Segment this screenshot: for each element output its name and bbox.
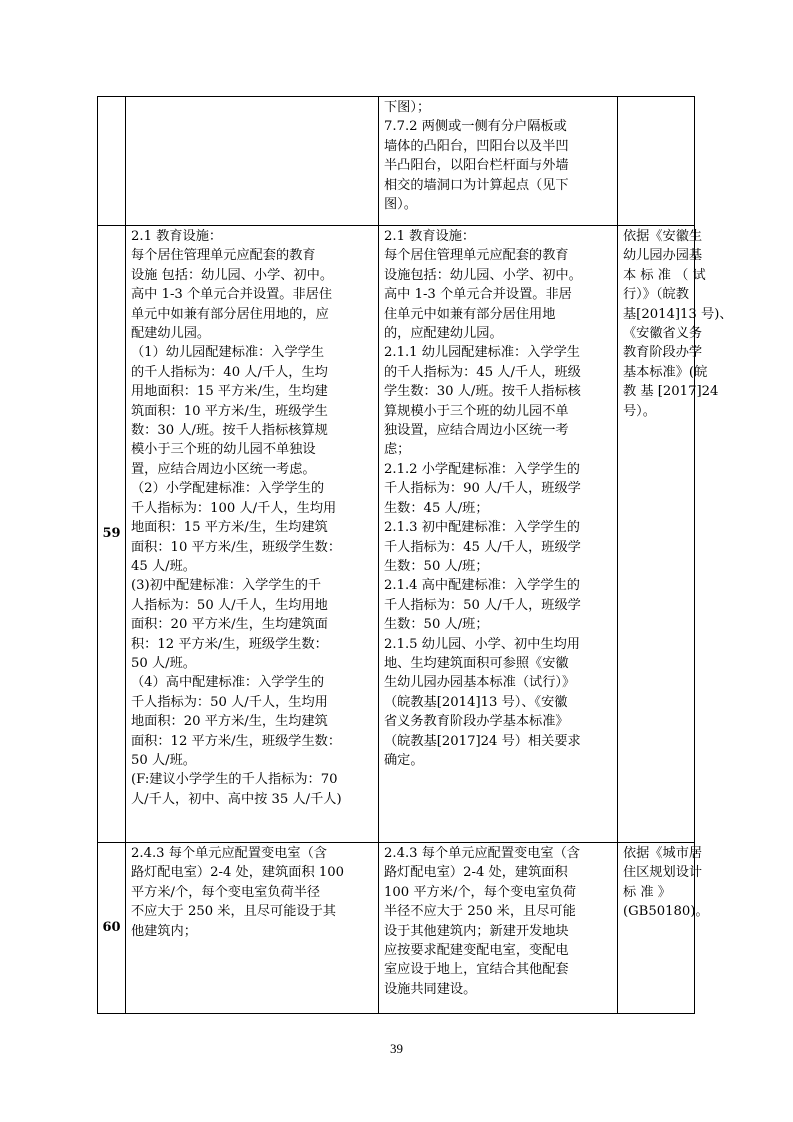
- text-line: 2.1.4 高中配建标准：入学学生的: [384, 578, 580, 594]
- text-line: 设于其他建筑内；新建开发地块: [384, 923, 569, 939]
- text-line: 筑面积：10 平方米/生，班级学生: [131, 403, 328, 419]
- text-line: 的千人指标为：45 人/千人，班级: [384, 364, 581, 380]
- text-line: （皖教基[2014]13 号）、《安徽: [384, 694, 568, 710]
- table-row: [98, 226, 695, 843]
- current-provision-cell: [126, 843, 379, 1014]
- text-line: 墙体的凸阳台，凹阳台以及半凹: [384, 138, 569, 154]
- text-line: 独设置，应结合周边小区统一考: [384, 423, 569, 439]
- text-line: 生数：45 人/班；: [384, 500, 489, 516]
- text-line: 单元中如兼有部分居住用地的，应: [131, 306, 329, 322]
- text-line: 确定。: [384, 752, 424, 768]
- text-line: 50 人/班。: [131, 655, 196, 671]
- text-line: 的，应配建幼儿园。: [384, 326, 503, 342]
- text-line: 不应大于 250 米，且尽可能设于其: [131, 904, 336, 920]
- table-row: [98, 97, 695, 226]
- text-line: 人/千人，初中、高中按 35 人/千人): [131, 791, 342, 807]
- text-line: 基[2014]13 号)、: [623, 306, 733, 322]
- text-line: 生幼儿园办园基本标准（试行）》: [384, 675, 576, 691]
- text-line: 《安徽省义务: [623, 326, 703, 342]
- revised-provision-cell: [379, 843, 618, 1014]
- text-line: 地面积：20 平方米/生，生均建筑: [131, 714, 328, 730]
- text-line: 标 准 》: [623, 884, 671, 900]
- revised-provision-cell: [379, 226, 618, 843]
- text-line: 模小于三个班的幼儿园不单独设: [131, 442, 316, 458]
- revised-provision-cell: [379, 97, 618, 226]
- regulation-comparison-table: [97, 96, 733, 1014]
- text-line: 2.1.3 初中配建标准：入学学生的: [384, 520, 580, 536]
- revision-basis-cell: [618, 226, 733, 843]
- text-line: 相交的墙洞口为计算起点（见下: [384, 177, 569, 193]
- revision-basis-cell: [618, 843, 709, 1014]
- text-line: 住区规划设计: [623, 865, 703, 881]
- text-line: 2.4.3 每个单元应配置变电室（含: [131, 846, 327, 861]
- text-line: 设施 包括：幼儿园、小学、初中。: [131, 267, 334, 283]
- text-line: (F:建议小学学生的千人指标为：70: [131, 772, 338, 788]
- text-line: 高中 1-3 个单元合并设置。非居: [384, 287, 572, 303]
- text-line: 用地面积：15 平方米/生，生均建: [131, 384, 328, 400]
- current-provision-cell: [126, 97, 379, 226]
- text-line: 室应设于地上，宜结合其他配套: [384, 962, 569, 978]
- text-line: 千人指标为：100 人/千人，生均用: [131, 500, 337, 516]
- text-line: 行）》（皖教: [623, 287, 689, 303]
- text-line: 千人指标为：50 人/千人，生均用: [131, 694, 328, 710]
- text-line: 设施共同建设。: [384, 981, 477, 997]
- text-line: 半凸阳台，以阳台栏杆面与外墙: [384, 158, 569, 174]
- text-line: 人指标为：50 人/千人，生均用地: [131, 597, 328, 613]
- text-line: 幼儿园办园基: [623, 248, 703, 264]
- text-line: 2.4.3 每个单元应配置变电室（含: [384, 846, 580, 861]
- text-line: 每个居住管理单元应配套的教育: [384, 248, 569, 264]
- text-line: 数：30 人/班。按千人指标核算规: [131, 423, 328, 439]
- text-line: 2.1.2 小学配建标准：入学学生的: [384, 461, 580, 477]
- text-line: 教 基 [2017]24: [623, 384, 719, 400]
- text-line: 生数：50 人/班；: [384, 558, 489, 574]
- current-provision-cell: [126, 226, 379, 843]
- text-line: 45 人/班。: [131, 558, 196, 574]
- text-line: 千人指标为：90 人/千人，班级学: [384, 481, 581, 497]
- table-row: [98, 843, 695, 1014]
- text-line: 的千人指标为：40 人/千人，生均: [131, 364, 328, 380]
- text-line: 面积：20 平方米/生，生均建筑面: [131, 617, 328, 633]
- text-line: 千人指标为：50 人/千人，班级学: [384, 597, 581, 613]
- text-line: 地、生均建筑面积可参照《安徽: [384, 655, 569, 671]
- text-line: （皖教基[2017]24 号）相关要求: [384, 733, 581, 749]
- text-line: 面积：10 平方米/生，班级学生数：: [131, 539, 342, 555]
- text-line: （1）幼儿园配建标准：入学学生: [131, 345, 325, 361]
- text-line: 学生数：30 人/班。按千人指标核: [384, 384, 581, 400]
- row-number-cell: 60: [98, 843, 126, 1014]
- text-line: 下图）；: [384, 100, 431, 115]
- revision-basis-cell: [618, 97, 695, 226]
- text-line: 半径不应大于 250 米，且尽可能: [384, 904, 576, 920]
- text-line: 住单元中如兼有部分居住用地: [384, 306, 556, 322]
- text-line: 设施包括：幼儿园、小学、初中。: [384, 267, 582, 283]
- text-line: 50 人/班。: [131, 752, 196, 768]
- text-line: 高中 1-3 个单元合并设置。非居住: [131, 287, 333, 303]
- text-line: 他建筑内；: [131, 923, 197, 939]
- row-number-cell: 59: [98, 226, 126, 843]
- text-line: 省义务教育阶段办学基本标准》: [384, 714, 569, 730]
- page-number: 39: [390, 1041, 403, 1056]
- text-line: 地面积：15 平方米/生，生均建筑: [131, 520, 328, 536]
- text-line: 本 标 准 （ 试: [623, 267, 706, 283]
- text-line: (GB50180)。: [623, 904, 709, 920]
- text-line: 号）。: [623, 403, 656, 419]
- text-line: 平方米/个，每个变电室负荷半径: [131, 884, 321, 900]
- text-line: 虑；: [384, 442, 411, 458]
- text-line: 依据《安徽生: [623, 229, 703, 244]
- text-line: 100 平方米/个，每个变电室负荷: [384, 884, 577, 900]
- text-line: 7.7.2 两侧或一侧有分户隔板或: [384, 119, 567, 135]
- text-line: 面积：12 平方米/生，班级学生数：: [131, 733, 342, 749]
- text-line: 配建幼儿园。: [131, 326, 211, 342]
- text-line: 路灯配电室）2-4 处，建筑面积 100: [131, 865, 345, 881]
- text-line: 每个居住管理单元应配套的教育: [131, 248, 316, 264]
- text-line: 生数：50 人/班；: [384, 617, 489, 633]
- text-line: 2.1.5 幼儿园、小学、初中生均用: [384, 636, 580, 652]
- text-line: （4）高中配建标准：入学学生的: [131, 675, 325, 691]
- text-line: 基本标准》(皖: [623, 364, 708, 380]
- text-line: 图）。: [384, 197, 417, 213]
- text-line: 依据《城市居: [623, 846, 703, 861]
- text-line: 2.1.1 幼儿园配建标准：入学学生: [384, 345, 580, 361]
- text-line: (3)初中配建标准：入学学生的千: [131, 578, 322, 594]
- text-line: 千人指标为：45 人/千人，班级学: [384, 539, 581, 555]
- row-number-cell: [98, 97, 126, 226]
- text-line: 教育阶段办学: [623, 345, 703, 361]
- text-line: 应按要求配建变配电室，变配电: [384, 943, 569, 959]
- text-line: 算规模小于三个班的幼儿园不单: [384, 403, 569, 419]
- text-line: 置，应结合周边小区统一考虑。: [131, 461, 316, 477]
- text-line: 路灯配电室）2-4 处，建筑面积: [384, 865, 568, 881]
- text-line: 积：12 平方米/生，班级学生数：: [131, 636, 328, 652]
- text-line: 2.1 教育设施：: [384, 229, 476, 244]
- text-line: （2）小学配建标准：入学学生的: [131, 481, 325, 497]
- text-line: 2.1 教育设施：: [131, 229, 223, 244]
